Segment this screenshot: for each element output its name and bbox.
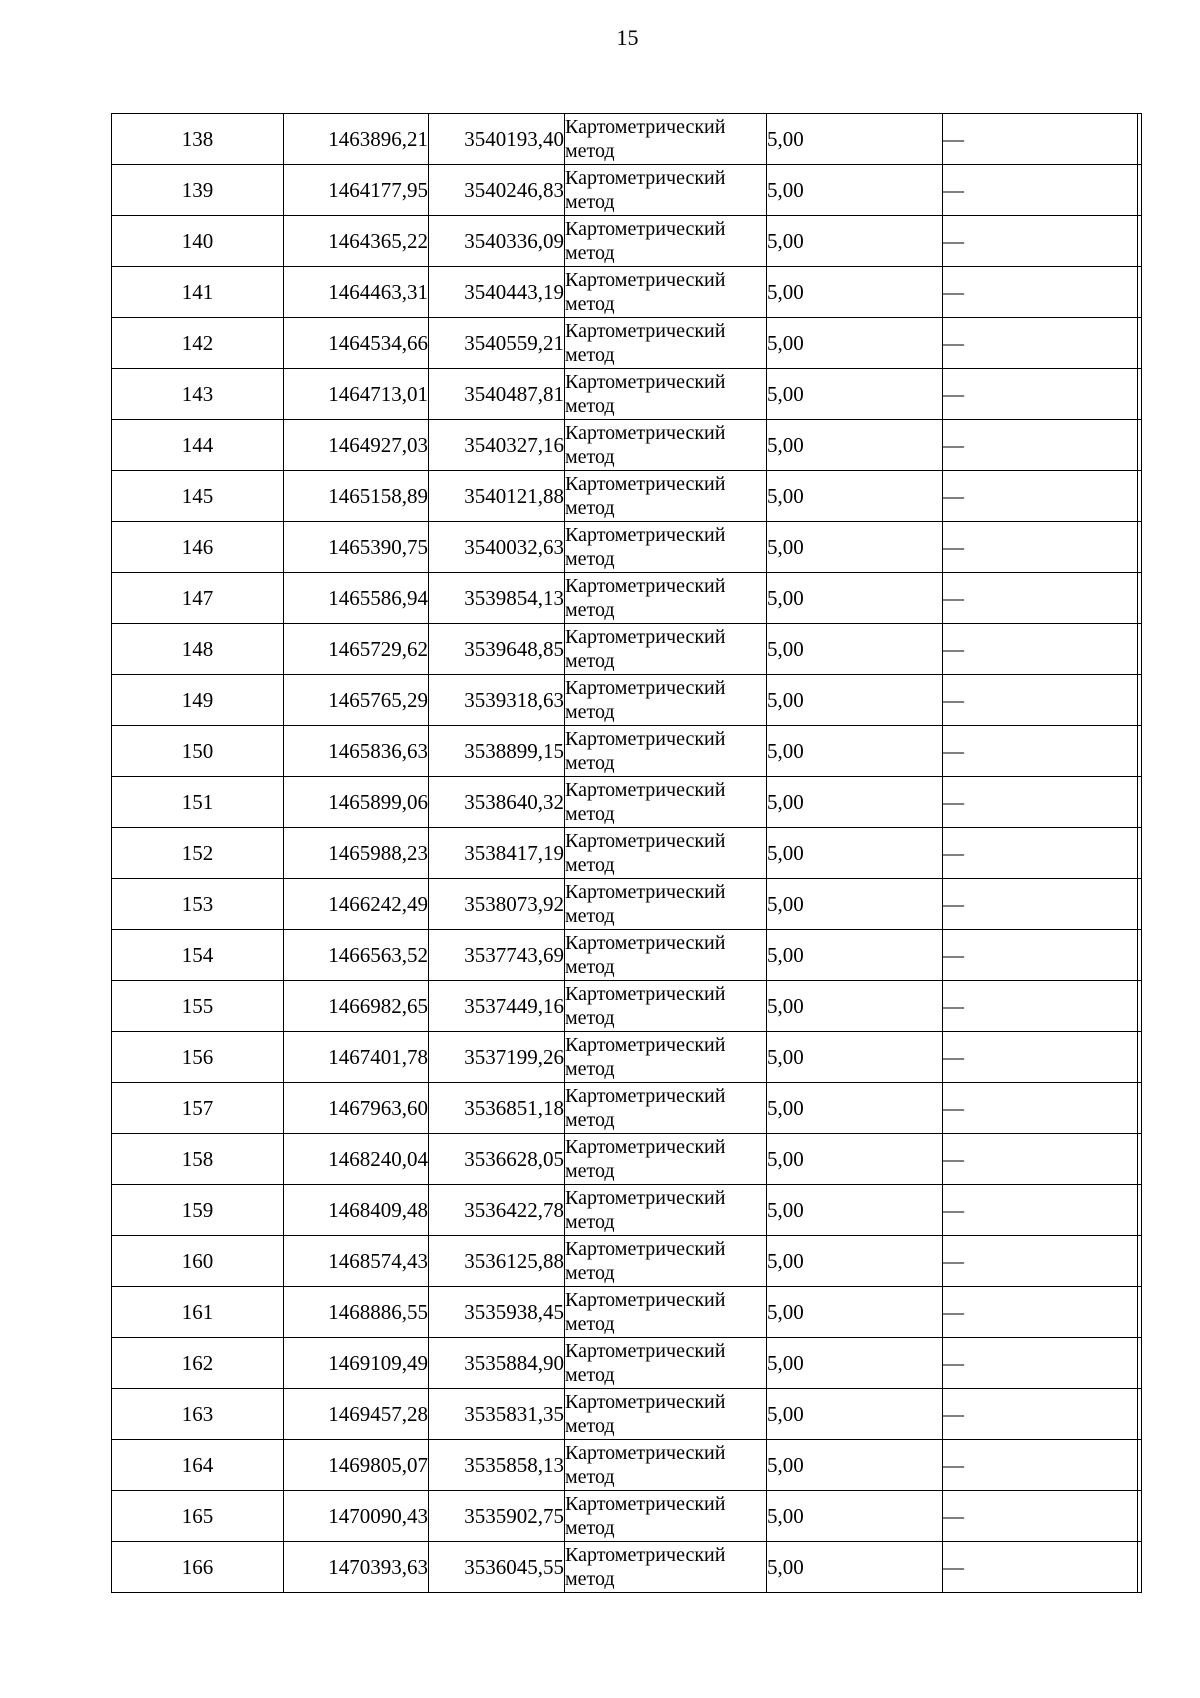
accuracy-cell: 5,00 <box>767 267 943 318</box>
method-line-1: Картометрический <box>565 728 726 750</box>
method-cell <box>565 216 767 267</box>
table-row <box>112 1389 1142 1440</box>
point-number-cell: 164 <box>112 1440 284 1491</box>
accuracy-cell: 5,00 <box>767 522 943 573</box>
method-cell <box>565 1389 767 1440</box>
y-coordinate-cell: 3535858,13 <box>429 1440 565 1491</box>
accuracy-cell: 5,00 <box>767 930 943 981</box>
x-coordinate-cell: 1465586,94 <box>284 573 429 624</box>
method-cell <box>565 1032 767 1083</box>
description-cell: — <box>943 1542 1138 1593</box>
method-line-2: метод <box>565 1466 615 1488</box>
method-line-2: метод <box>565 293 615 315</box>
table-row <box>112 471 1142 522</box>
point-number-cell: 139 <box>112 165 284 216</box>
method-line-2: метод <box>565 905 615 927</box>
method-line-1: Картометрический <box>565 524 726 546</box>
method-line-2: метод <box>565 701 615 723</box>
method-line-2: метод <box>565 1517 615 1539</box>
description-cell: — <box>943 1491 1138 1542</box>
method-line-1: Картометрический <box>565 1289 726 1311</box>
description-cell: — <box>943 369 1138 420</box>
method-line-1: Картометрический <box>565 1493 726 1515</box>
table-row <box>112 930 1142 981</box>
point-number-cell: 156 <box>112 1032 284 1083</box>
table-row <box>112 624 1142 675</box>
table-edge-cell <box>1138 828 1142 879</box>
y-coordinate-cell: 3539648,85 <box>429 624 565 675</box>
point-number-cell: 158 <box>112 1134 284 1185</box>
x-coordinate-cell: 1464365,22 <box>284 216 429 267</box>
method-line-2: метод <box>565 1109 615 1131</box>
method-line-2: метод <box>565 854 615 876</box>
accuracy-cell: 5,00 <box>767 1032 943 1083</box>
point-number-cell: 149 <box>112 675 284 726</box>
point-number-cell: 153 <box>112 879 284 930</box>
point-number-cell: 142 <box>112 318 284 369</box>
method-line-2: метод <box>565 446 615 468</box>
method-line-1: Картометрический <box>565 1187 726 1209</box>
method-line-2: метод <box>565 650 615 672</box>
accuracy-cell: 5,00 <box>767 828 943 879</box>
table-edge-cell <box>1138 114 1142 165</box>
method-line-1: Картометрический <box>565 575 726 597</box>
accuracy-cell: 5,00 <box>767 216 943 267</box>
method-line-2: метод <box>565 344 615 366</box>
description-cell: — <box>943 675 1138 726</box>
description-cell: — <box>943 879 1138 930</box>
y-coordinate-cell: 3536125,88 <box>429 1236 565 1287</box>
point-number-cell: 146 <box>112 522 284 573</box>
y-coordinate-cell: 3540443,19 <box>429 267 565 318</box>
method-cell <box>565 1491 767 1542</box>
table-edge-cell <box>1138 267 1142 318</box>
table-edge-cell <box>1138 930 1142 981</box>
method-cell <box>565 420 767 471</box>
method-line-2: метод <box>565 1262 615 1284</box>
table-edge-cell <box>1138 1134 1142 1185</box>
coordinates-table <box>111 113 1142 1593</box>
point-number-cell: 148 <box>112 624 284 675</box>
x-coordinate-cell: 1464177,95 <box>284 165 429 216</box>
accuracy-cell: 5,00 <box>767 420 943 471</box>
description-cell: — <box>943 573 1138 624</box>
table-row <box>112 522 1142 573</box>
y-coordinate-cell: 3540336,09 <box>429 216 565 267</box>
method-cell <box>565 471 767 522</box>
point-number-cell: 147 <box>112 573 284 624</box>
accuracy-cell: 5,00 <box>767 165 943 216</box>
table-edge-cell <box>1138 216 1142 267</box>
method-line-1: Картометрический <box>565 677 726 699</box>
table-edge-cell <box>1138 1032 1142 1083</box>
table-row <box>112 1083 1142 1134</box>
y-coordinate-cell: 3539854,13 <box>429 573 565 624</box>
table-edge-cell <box>1138 726 1142 777</box>
method-line-2: метод <box>565 1313 615 1335</box>
method-line-1: Картометрический <box>565 1340 726 1362</box>
method-cell <box>565 879 767 930</box>
point-number-cell: 140 <box>112 216 284 267</box>
method-line-2: метод <box>565 956 615 978</box>
y-coordinate-cell: 3536045,55 <box>429 1542 565 1593</box>
x-coordinate-cell: 1465988,23 <box>284 828 429 879</box>
table-edge-cell <box>1138 1389 1142 1440</box>
x-coordinate-cell: 1463896,21 <box>284 114 429 165</box>
description-cell: — <box>943 1389 1138 1440</box>
method-cell <box>565 573 767 624</box>
method-line-1: Картометрический <box>565 371 726 393</box>
method-cell <box>565 675 767 726</box>
x-coordinate-cell: 1465836,63 <box>284 726 429 777</box>
method-cell <box>565 1338 767 1389</box>
accuracy-cell: 5,00 <box>767 675 943 726</box>
x-coordinate-cell: 1469805,07 <box>284 1440 429 1491</box>
method-line-2: метод <box>565 1211 615 1233</box>
method-cell <box>565 1440 767 1491</box>
description-cell: — <box>943 420 1138 471</box>
method-line-1: Картометрический <box>565 167 726 189</box>
table-row <box>112 1440 1142 1491</box>
table-row <box>112 675 1142 726</box>
description-cell: — <box>943 1236 1138 1287</box>
accuracy-cell: 5,00 <box>767 1134 943 1185</box>
table-edge-cell <box>1138 573 1142 624</box>
point-number-cell: 141 <box>112 267 284 318</box>
table-edge-cell <box>1138 1185 1142 1236</box>
method-line-1: Картометрический <box>565 473 726 495</box>
method-line-2: метод <box>565 140 615 162</box>
method-cell <box>565 1134 767 1185</box>
description-cell: — <box>943 1185 1138 1236</box>
description-cell: — <box>943 1134 1138 1185</box>
y-coordinate-cell: 3538640,32 <box>429 777 565 828</box>
point-number-cell: 145 <box>112 471 284 522</box>
method-line-1: Картометрический <box>565 779 726 801</box>
method-line-1: Картометрический <box>565 1442 726 1464</box>
x-coordinate-cell: 1470393,63 <box>284 1542 429 1593</box>
table-edge-cell <box>1138 879 1142 930</box>
method-cell <box>565 828 767 879</box>
method-cell <box>565 369 767 420</box>
accuracy-cell: 5,00 <box>767 1185 943 1236</box>
description-cell: — <box>943 522 1138 573</box>
y-coordinate-cell: 3537199,26 <box>429 1032 565 1083</box>
method-line-1: Картометрический <box>565 1034 726 1056</box>
method-cell <box>565 981 767 1032</box>
accuracy-cell: 5,00 <box>767 573 943 624</box>
y-coordinate-cell: 3538417,19 <box>429 828 565 879</box>
table-edge-cell <box>1138 675 1142 726</box>
table-row <box>112 1236 1142 1287</box>
table-edge-cell <box>1138 420 1142 471</box>
point-number-cell: 165 <box>112 1491 284 1542</box>
table-edge-cell <box>1138 981 1142 1032</box>
x-coordinate-cell: 1465390,75 <box>284 522 429 573</box>
description-cell: — <box>943 1440 1138 1491</box>
y-coordinate-cell: 3535884,90 <box>429 1338 565 1389</box>
method-line-2: метод <box>565 395 615 417</box>
method-cell <box>565 930 767 981</box>
accuracy-cell: 5,00 <box>767 1389 943 1440</box>
method-line-1: Картометрический <box>565 422 726 444</box>
method-line-1: Картометрический <box>565 269 726 291</box>
method-cell <box>565 267 767 318</box>
table-row <box>112 828 1142 879</box>
method-line-2: метод <box>565 1007 615 1029</box>
table-edge-cell <box>1138 165 1142 216</box>
point-number-cell: 143 <box>112 369 284 420</box>
method-line-2: метод <box>565 548 615 570</box>
method-line-1: Картометрический <box>565 116 726 138</box>
y-coordinate-cell: 3540032,63 <box>429 522 565 573</box>
y-coordinate-cell: 3537449,16 <box>429 981 565 1032</box>
y-coordinate-cell: 3535938,45 <box>429 1287 565 1338</box>
point-number-cell: 161 <box>112 1287 284 1338</box>
method-line-2: метод <box>565 1058 615 1080</box>
description-cell: — <box>943 930 1138 981</box>
description-cell: — <box>943 726 1138 777</box>
table-edge-cell <box>1138 1542 1142 1593</box>
table-row <box>112 981 1142 1032</box>
table-edge-cell <box>1138 1083 1142 1134</box>
y-coordinate-cell: 3540327,16 <box>429 420 565 471</box>
x-coordinate-cell: 1468574,43 <box>284 1236 429 1287</box>
x-coordinate-cell: 1464713,01 <box>284 369 429 420</box>
x-coordinate-cell: 1469109,49 <box>284 1338 429 1389</box>
y-coordinate-cell: 3537743,69 <box>429 930 565 981</box>
method-cell <box>565 624 767 675</box>
x-coordinate-cell: 1464534,66 <box>284 318 429 369</box>
x-coordinate-cell: 1466563,52 <box>284 930 429 981</box>
point-number-cell: 163 <box>112 1389 284 1440</box>
method-line-1: Картометрический <box>565 983 726 1005</box>
table-row <box>112 369 1142 420</box>
method-line-2: метод <box>565 1568 615 1590</box>
method-cell <box>565 165 767 216</box>
description-cell: — <box>943 1083 1138 1134</box>
table-row <box>112 420 1142 471</box>
y-coordinate-cell: 3535902,75 <box>429 1491 565 1542</box>
table-row <box>112 165 1142 216</box>
table-edge-cell <box>1138 318 1142 369</box>
method-line-2: метод <box>565 803 615 825</box>
x-coordinate-cell: 1465729,62 <box>284 624 429 675</box>
x-coordinate-cell: 1465899,06 <box>284 777 429 828</box>
point-number-cell: 151 <box>112 777 284 828</box>
method-cell <box>565 1083 767 1134</box>
x-coordinate-cell: 1469457,28 <box>284 1389 429 1440</box>
method-line-1: Картометрический <box>565 1238 726 1260</box>
x-coordinate-cell: 1468886,55 <box>284 1287 429 1338</box>
method-line-1: Картометрический <box>565 830 726 852</box>
description-cell: — <box>943 828 1138 879</box>
y-coordinate-cell: 3540121,88 <box>429 471 565 522</box>
x-coordinate-cell: 1465158,89 <box>284 471 429 522</box>
table-edge-cell <box>1138 1440 1142 1491</box>
table-row <box>112 1185 1142 1236</box>
table-edge-cell <box>1138 624 1142 675</box>
x-coordinate-cell: 1468409,48 <box>284 1185 429 1236</box>
accuracy-cell: 5,00 <box>767 777 943 828</box>
point-number-cell: 138 <box>112 114 284 165</box>
y-coordinate-cell: 3540246,83 <box>429 165 565 216</box>
method-line-1: Картометрический <box>565 1085 726 1107</box>
y-coordinate-cell: 3538899,15 <box>429 726 565 777</box>
method-cell <box>565 1236 767 1287</box>
description-cell: — <box>943 1287 1138 1338</box>
point-number-cell: 166 <box>112 1542 284 1593</box>
y-coordinate-cell: 3540487,81 <box>429 369 565 420</box>
accuracy-cell: 5,00 <box>767 1542 943 1593</box>
x-coordinate-cell: 1464927,03 <box>284 420 429 471</box>
table-row <box>112 216 1142 267</box>
page-number: 15 <box>616 25 639 50</box>
description-cell: — <box>943 1338 1138 1389</box>
table-edge-cell <box>1138 471 1142 522</box>
table-edge-cell <box>1138 369 1142 420</box>
method-cell <box>565 1542 767 1593</box>
table-edge-cell <box>1138 1236 1142 1287</box>
accuracy-cell: 5,00 <box>767 1236 943 1287</box>
table-row <box>112 267 1142 318</box>
table-row <box>112 777 1142 828</box>
x-coordinate-cell: 1467963,60 <box>284 1083 429 1134</box>
point-number-cell: 155 <box>112 981 284 1032</box>
method-cell <box>565 522 767 573</box>
table-row <box>112 726 1142 777</box>
table-row <box>112 1542 1142 1593</box>
table-row <box>112 318 1142 369</box>
method-line-1: Картометрический <box>565 881 726 903</box>
table-row <box>112 1032 1142 1083</box>
method-line-2: метод <box>565 1160 615 1182</box>
method-line-2: метод <box>565 497 615 519</box>
accuracy-cell: 5,00 <box>767 879 943 930</box>
x-coordinate-cell: 1470090,43 <box>284 1491 429 1542</box>
method-line-1: Картометрический <box>565 1136 726 1158</box>
accuracy-cell: 5,00 <box>767 1440 943 1491</box>
table-body <box>112 114 1142 1593</box>
method-line-2: метод <box>565 242 615 264</box>
description-cell: — <box>943 624 1138 675</box>
method-line-1: Картометрический <box>565 1544 726 1566</box>
method-line-1: Картометрический <box>565 626 726 648</box>
y-coordinate-cell: 3536628,05 <box>429 1134 565 1185</box>
table-row <box>112 1338 1142 1389</box>
description-cell: — <box>943 1032 1138 1083</box>
table-edge-cell <box>1138 1491 1142 1542</box>
point-number-cell: 150 <box>112 726 284 777</box>
accuracy-cell: 5,00 <box>767 981 943 1032</box>
method-line-2: метод <box>565 599 615 621</box>
accuracy-cell: 5,00 <box>767 1338 943 1389</box>
accuracy-cell: 5,00 <box>767 624 943 675</box>
description-cell: — <box>943 165 1138 216</box>
x-coordinate-cell: 1466242,49 <box>284 879 429 930</box>
method-cell <box>565 1287 767 1338</box>
method-line-2: метод <box>565 1364 615 1386</box>
description-cell: — <box>943 318 1138 369</box>
accuracy-cell: 5,00 <box>767 1287 943 1338</box>
table-row <box>112 573 1142 624</box>
y-coordinate-cell: 3540559,21 <box>429 318 565 369</box>
accuracy-cell: 5,00 <box>767 471 943 522</box>
y-coordinate-cell: 3535831,35 <box>429 1389 565 1440</box>
method-line-1: Картометрический <box>565 218 726 240</box>
description-cell: — <box>943 981 1138 1032</box>
table-row <box>112 1491 1142 1542</box>
method-line-2: метод <box>565 191 615 213</box>
description-cell: — <box>943 216 1138 267</box>
y-coordinate-cell: 3536851,18 <box>429 1083 565 1134</box>
method-cell <box>565 1185 767 1236</box>
table-edge-cell <box>1138 1287 1142 1338</box>
description-cell: — <box>943 777 1138 828</box>
table-row <box>112 1287 1142 1338</box>
point-number-cell: 157 <box>112 1083 284 1134</box>
accuracy-cell: 5,00 <box>767 726 943 777</box>
y-coordinate-cell: 3538073,92 <box>429 879 565 930</box>
x-coordinate-cell: 1465765,29 <box>284 675 429 726</box>
method-cell <box>565 726 767 777</box>
point-number-cell: 154 <box>112 930 284 981</box>
table-row <box>112 1134 1142 1185</box>
x-coordinate-cell: 1466982,65 <box>284 981 429 1032</box>
point-number-cell: 162 <box>112 1338 284 1389</box>
table-edge-cell <box>1138 522 1142 573</box>
x-coordinate-cell: 1464463,31 <box>284 267 429 318</box>
description-cell: — <box>943 267 1138 318</box>
method-cell <box>565 318 767 369</box>
table-edge-cell <box>1138 1338 1142 1389</box>
x-coordinate-cell: 1467401,78 <box>284 1032 429 1083</box>
point-number-cell: 152 <box>112 828 284 879</box>
point-number-cell: 159 <box>112 1185 284 1236</box>
method-line-2: метод <box>565 1415 615 1437</box>
y-coordinate-cell: 3539318,63 <box>429 675 565 726</box>
accuracy-cell: 5,00 <box>767 1491 943 1542</box>
description-cell: — <box>943 114 1138 165</box>
accuracy-cell: 5,00 <box>767 114 943 165</box>
table-edge-cell <box>1138 777 1142 828</box>
accuracy-cell: 5,00 <box>767 1083 943 1134</box>
table-row <box>112 879 1142 930</box>
method-line-1: Картометрический <box>565 932 726 954</box>
x-coordinate-cell: 1468240,04 <box>284 1134 429 1185</box>
accuracy-cell: 5,00 <box>767 369 943 420</box>
accuracy-cell: 5,00 <box>767 318 943 369</box>
method-line-2: метод <box>565 752 615 774</box>
method-line-1: Картометрический <box>565 1391 726 1413</box>
point-number-cell: 160 <box>112 1236 284 1287</box>
method-cell <box>565 114 767 165</box>
method-line-1: Картометрический <box>565 320 726 342</box>
description-cell: — <box>943 471 1138 522</box>
method-cell <box>565 777 767 828</box>
y-coordinate-cell: 3540193,40 <box>429 114 565 165</box>
point-number-cell: 144 <box>112 420 284 471</box>
table-row <box>112 114 1142 165</box>
y-coordinate-cell: 3536422,78 <box>429 1185 565 1236</box>
